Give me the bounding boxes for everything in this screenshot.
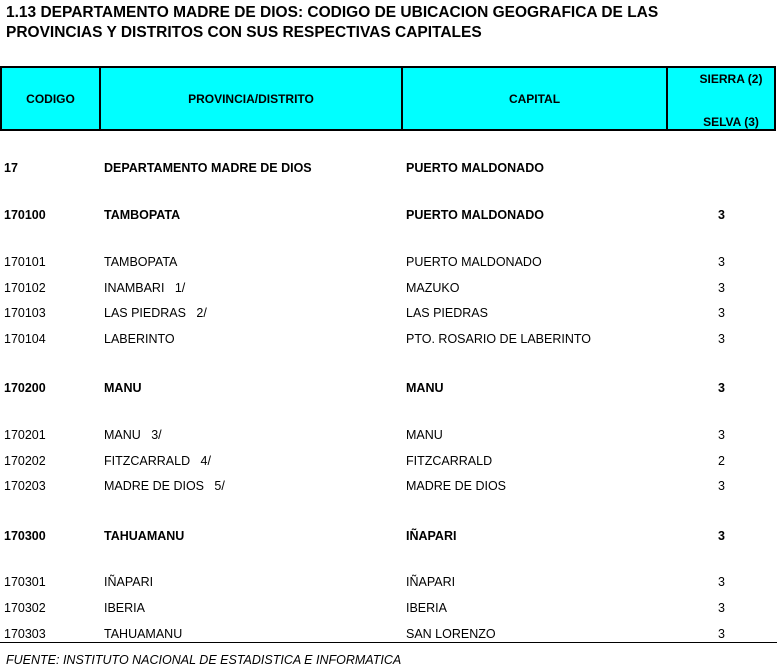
- cell-codigo: 170301: [4, 575, 46, 589]
- source-note: FUENTE: INSTITUTO NACIONAL DE ESTADISTICA E INFORMATICA: [6, 653, 402, 667]
- table-header: [0, 66, 776, 131]
- table-row: [0, 527, 776, 545]
- cell-capital: MADRE DE DIOS: [406, 479, 507, 493]
- cell-codigo: 170203: [4, 479, 46, 493]
- title-line-1: 1.13 DEPARTAMENTO MADRE DE DIOS: CODIGO DE UBICACION GEOGRAFICA DE LAS: [6, 4, 659, 21]
- cell-nombre: TAHUAMANU: [104, 529, 185, 543]
- bottom-rule: [0, 642, 777, 643]
- cell-codigo: 170300: [4, 529, 46, 543]
- table-row: [0, 330, 776, 348]
- cell-capital: PUERTO MALDONADO: [406, 255, 542, 269]
- cell-codigo: 170101: [4, 255, 46, 269]
- table-row: [0, 477, 776, 495]
- header-region: [668, 68, 774, 129]
- cell-capital: MANU: [406, 381, 444, 395]
- cell-codigo: 170103: [4, 306, 46, 320]
- header-sierra: SIERRA (2): [699, 72, 763, 86]
- table-row: [0, 159, 776, 177]
- cell-nombre: LAS PIEDRAS 2/: [104, 306, 207, 320]
- header-capital: CAPITAL: [403, 68, 668, 129]
- table-row: [0, 379, 776, 397]
- cell-region: 2: [718, 454, 725, 468]
- cell-region: 3: [718, 479, 725, 493]
- cell-capital: LAS PIEDRAS: [406, 306, 488, 320]
- cell-region: 3: [718, 529, 725, 543]
- header-codigo: CODIGO: [2, 68, 101, 129]
- cell-region: 3: [718, 601, 725, 615]
- table-row: [0, 253, 776, 271]
- cell-codigo: 170200: [4, 381, 46, 395]
- table-row: [0, 599, 776, 617]
- cell-codigo: 170303: [4, 627, 46, 641]
- cell-capital: PTO. ROSARIO DE LABERINTO: [406, 332, 591, 346]
- cell-region: 3: [718, 627, 725, 641]
- cell-capital: FITZCARRALD: [406, 454, 493, 468]
- title-line-2: PROVINCIAS Y DISTRITOS CON SUS RESPECTIVAS CAPITALES: [6, 24, 482, 41]
- cell-region: 3: [718, 381, 725, 395]
- cell-nombre: MANU: [104, 381, 142, 395]
- cell-codigo: 17: [4, 161, 18, 175]
- cell-capital: IÑAPARI: [406, 529, 457, 543]
- cell-nombre: IBERIA: [104, 601, 145, 615]
- cell-region: 3: [718, 428, 725, 442]
- cell-region: 3: [718, 306, 725, 320]
- cell-nombre: LABERINTO: [104, 332, 175, 346]
- cell-region: 3: [718, 281, 725, 295]
- cell-codigo: 170102: [4, 281, 46, 295]
- page-title: [6, 3, 771, 43]
- cell-codigo: 170104: [4, 332, 46, 346]
- header-selva: SELVA (3): [703, 115, 759, 129]
- cell-nombre: TAMBOPATA: [104, 255, 178, 269]
- cell-codigo: 170202: [4, 454, 46, 468]
- cell-capital: IBERIA: [406, 601, 447, 615]
- cell-capital: PUERTO MALDONADO: [406, 161, 544, 175]
- cell-nombre: MADRE DE DIOS 5/: [104, 479, 225, 493]
- cell-nombre: IÑAPARI: [104, 575, 154, 589]
- table-row: [0, 625, 776, 643]
- cell-region: 3: [718, 255, 725, 269]
- cell-nombre: INAMBARI 1/: [104, 281, 186, 295]
- cell-capital: PUERTO MALDONADO: [406, 208, 544, 222]
- table-row: [0, 206, 776, 224]
- cell-nombre: TAHUAMANU: [104, 627, 183, 641]
- table-row: [0, 573, 776, 591]
- cell-nombre: TAMBOPATA: [104, 208, 181, 222]
- cell-region: 3: [718, 208, 725, 222]
- table-row: [0, 279, 776, 297]
- table-row: [0, 304, 776, 322]
- cell-nombre: MANU 3/: [104, 428, 162, 442]
- cell-codigo: 170302: [4, 601, 46, 615]
- cell-codigo: 170100: [4, 208, 46, 222]
- cell-nombre: DEPARTAMENTO MADRE DE DIOS: [104, 161, 312, 175]
- cell-nombre: FITZCARRALD 4/: [104, 454, 211, 468]
- cell-region: 3: [718, 332, 725, 346]
- cell-region: 3: [718, 575, 725, 589]
- cell-codigo: 170201: [4, 428, 46, 442]
- cell-capital: IÑAPARI: [406, 575, 456, 589]
- header-provincia-distrito: PROVINCIA/DISTRITO: [101, 68, 403, 129]
- cell-capital: SAN LORENZO: [406, 627, 496, 641]
- cell-capital: MANU: [406, 428, 443, 442]
- cell-capital: MAZUKO: [406, 281, 460, 295]
- table-row: [0, 452, 776, 470]
- table-row: [0, 426, 776, 444]
